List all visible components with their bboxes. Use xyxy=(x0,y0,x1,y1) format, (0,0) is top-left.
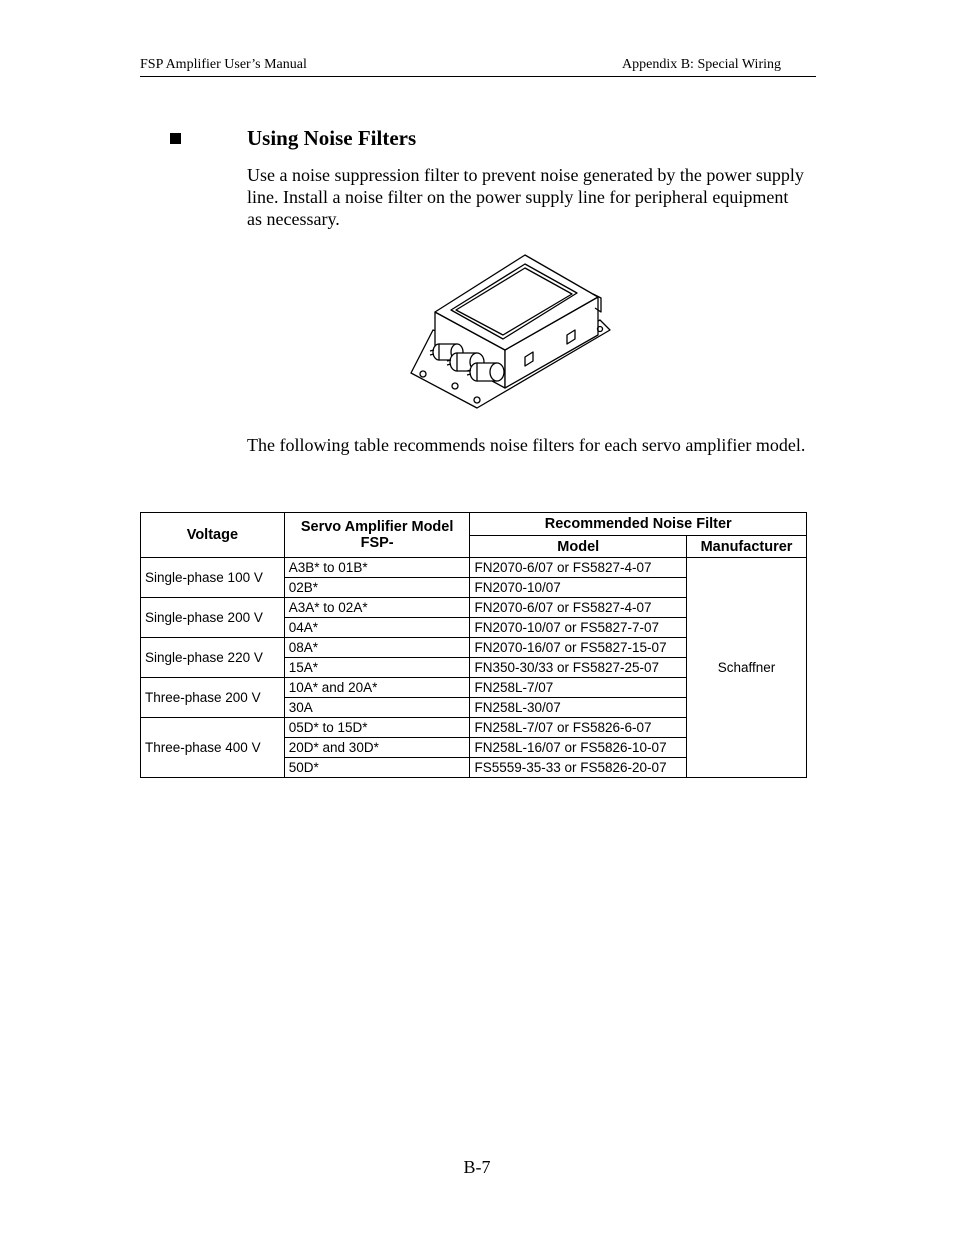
header-filter-model: Model xyxy=(470,536,687,558)
filter-model-cell: FN2070-10/07 xyxy=(470,578,687,598)
servo-model-cell: 02B* xyxy=(284,578,470,598)
filter-model-cell: FN258L-16/07 or FS5826-10-07 xyxy=(470,738,687,758)
noise-filter-illustration xyxy=(405,250,615,415)
voltage-cell: Single-phase 100 V xyxy=(141,558,285,598)
filter-model-cell: FN258L-7/07 xyxy=(470,678,687,698)
servo-model-cell: A3A* to 02A* xyxy=(284,598,470,618)
voltage-cell: Three-phase 400 V xyxy=(141,718,285,778)
table-row xyxy=(141,558,807,578)
servo-model-cell: 05D* to 15D* xyxy=(284,718,470,738)
header-voltage: Voltage xyxy=(141,513,285,558)
section-title: Using Noise Filters xyxy=(247,126,417,150)
header-manufacturer: Manufacturer xyxy=(687,536,807,558)
filter-model-cell: FN2070-6/07 or FS5827-4-07 xyxy=(470,558,687,578)
voltage-cell: Three-phase 200 V xyxy=(141,678,285,718)
servo-model-cell: 15A* xyxy=(284,658,470,678)
header-appendix-title: Appendix B: Special Wiring xyxy=(622,57,781,72)
voltage-cell: Single-phase 220 V xyxy=(141,638,285,678)
header-manual-title: FSP Amplifier User’s Manual xyxy=(140,57,307,72)
manufacturer-cell: Schaffner xyxy=(687,558,807,778)
servo-model-cell: 50D* xyxy=(284,758,470,778)
header-recommended-filter: Recommended Noise Filter xyxy=(470,513,807,536)
filter-model-cell: FN2070-6/07 or FS5827-4-07 xyxy=(470,598,687,618)
voltage-cell: Single-phase 200 V xyxy=(141,598,285,638)
square-bullet-icon xyxy=(170,133,181,144)
filter-model-cell: FN2070-10/07 or FS5827-7-07 xyxy=(470,618,687,638)
page-number: B-7 xyxy=(463,1157,491,1177)
servo-model-cell: 30A xyxy=(284,698,470,718)
noise-filter-table xyxy=(140,512,807,778)
servo-model-cell: 04A* xyxy=(284,618,470,638)
filter-model-cell: FN258L-30/07 xyxy=(470,698,687,718)
header-servo-model: Servo Amplifier Model FSP- xyxy=(284,513,470,558)
servo-model-cell: A3B* to 01B* xyxy=(284,558,470,578)
servo-model-cell: 08A* xyxy=(284,638,470,658)
filter-model-cell: FS5559-35-33 or FS5826-20-07 xyxy=(470,758,687,778)
page-header xyxy=(140,57,816,77)
table-intro-paragraph: The following table recommends noise filters for each servo amplifier model. xyxy=(247,435,806,455)
intro-paragraph: Use a noise suppression filter to prevent noise generated by the power supply line. Install a noise filter on the power supply line for peripheral equipment as necessary. xyxy=(247,165,804,229)
servo-model-cell: 20D* and 30D* xyxy=(284,738,470,758)
filter-model-cell: FN2070-16/07 or FS5827-15-07 xyxy=(470,638,687,658)
filter-model-cell: FN258L-7/07 or FS5826-6-07 xyxy=(470,718,687,738)
filter-model-cell: FN350-30/33 or FS5827-25-07 xyxy=(470,658,687,678)
servo-model-cell: 10A* and 20A* xyxy=(284,678,470,698)
